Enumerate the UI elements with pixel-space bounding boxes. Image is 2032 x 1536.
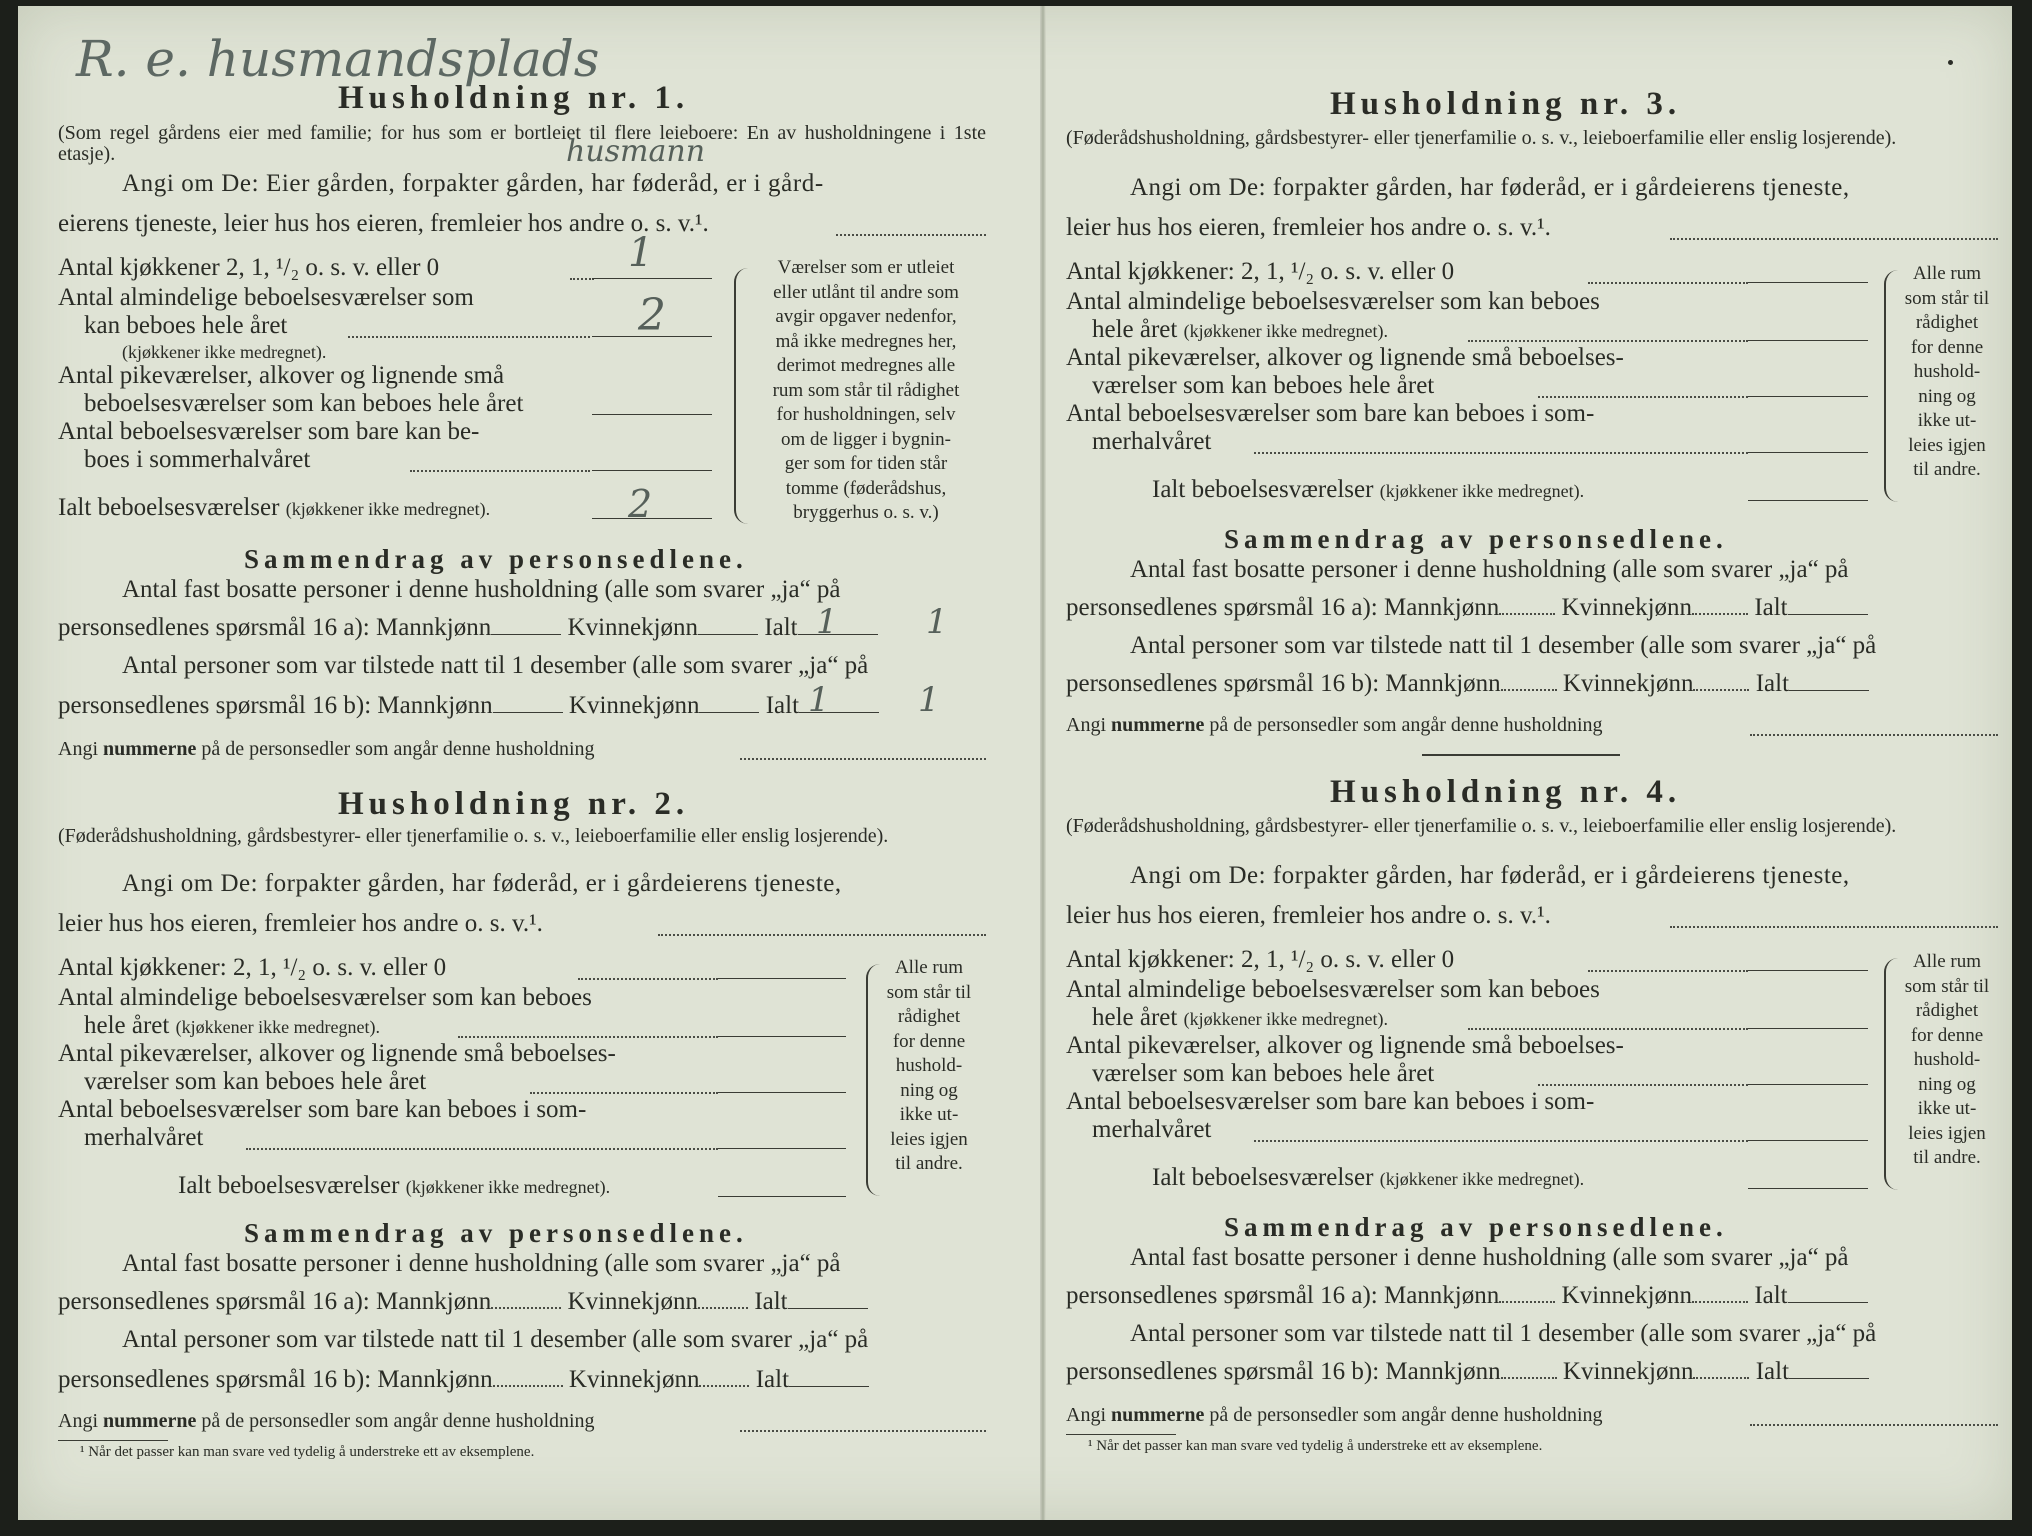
hh2-fast-line2: [58, 1288, 868, 1316]
hh2-sommer-line2: merhalvåret: [84, 1124, 204, 1151]
hh3-fast-mann-field[interactable]: [1499, 613, 1555, 615]
hh1-alm-dots: [348, 336, 590, 338]
hh3-tilstede-line2: [1066, 670, 1869, 698]
hh4-summary-title: Sammendrag av personsedlene.: [1224, 1212, 1728, 1242]
hh4-tilstede-ialt-field[interactable]: [1789, 1378, 1869, 1379]
hh2-fast-kvinne-label: Kvinnekjønn: [567, 1288, 699, 1315]
angi-bold: nummerne: [1111, 1404, 1205, 1426]
hh3-side-note: Alle rum som står til rådighet for denne hushold- ning og ikke ut- leies igjen til andre.: [1904, 263, 1990, 480]
hh3-tilstede-ialt-field[interactable]: [1789, 690, 1869, 691]
hh2-summary-title: Sammendrag av personsedlene.: [244, 1218, 748, 1248]
hh1-fast-mann-field[interactable]: [491, 634, 561, 635]
hh4-fast-ialt-field[interactable]: [1788, 1302, 1868, 1303]
hh4-tilstede-line2: [1066, 1358, 1869, 1386]
handwritten-hh1-16b-total: 1: [918, 680, 940, 720]
angi-pre: Angi: [58, 1410, 103, 1432]
hh4-kjokken-label: Antal kjøkkener: 2, 1, ¹/₂ o. s. v. eller 0: [1066, 946, 1455, 973]
hh3-kjokken-field[interactable]: [1748, 282, 1868, 283]
hh3-tilstede-kvinne-label: Kvinnekjønn: [1562, 670, 1694, 697]
angi-bold: nummerne: [1111, 714, 1205, 736]
hh4-alm-line1: Antal almindelige beboelsesværelser som kan beboes: [1066, 976, 1600, 1003]
hh4-kjokken-field[interactable]: [1748, 970, 1868, 971]
hh4-sommer-line1: Antal beboelsesværelser som bare kan beboes i som-: [1066, 1088, 1595, 1115]
angi-post: på de personsedler som angår denne husholdning: [1204, 1404, 1603, 1426]
hh3-fast-line1: Antal fast bosatte personer i denne husholdning (alle som svarer „ja“ på: [1130, 556, 1849, 583]
hh4-ialt-label: [1152, 1164, 1584, 1192]
hh1-tilstede-mann-label: personsedlenes spørsmål 16 b): Mannkjønn: [58, 692, 493, 719]
hh3-fast-line2: [1066, 594, 1868, 622]
hh1-fast-ialt-label: Ialt: [764, 614, 798, 641]
hh4-pike-dots: [1538, 1084, 1748, 1086]
hh3-sommer-line1: Antal beboelsesværelser som bare kan beboes i som-: [1066, 400, 1595, 427]
hh1-angi-fill[interactable]: [836, 234, 986, 236]
hh1-sommer-dots: [410, 470, 590, 472]
hh3-tilstede-mann-field[interactable]: [1501, 689, 1557, 691]
hh2-tilstede-mann-label: personsedlenes spørsmål 16 b): Mannkjønn: [58, 1366, 493, 1393]
hh4-pike-line1: Antal pikeværelser, alkover og lignende små beboelses-: [1066, 1032, 1624, 1059]
hh3-tilstede-kvinne-field[interactable]: [1693, 689, 1749, 691]
hh4-kjokken-dots: [1588, 970, 1748, 972]
hh4-fast-line2: [1066, 1282, 1868, 1310]
hh4-pike-line2: værelser som kan beboes hele året: [1092, 1060, 1435, 1087]
handwritten-hh1-rooms: 2: [638, 290, 666, 341]
hh3-pike-field[interactable]: [1748, 396, 1868, 397]
hh4-tilstede-mann-label: personsedlenes spørsmål 16 b): Mannkjønn: [1066, 1358, 1501, 1385]
hh1-sommer-line2: boes i sommerhalvåret: [84, 446, 311, 473]
hh1-fast-kvinne-field[interactable]: [698, 634, 758, 635]
hh2-alm-note: (kjøkkener ikke medregnet).: [175, 1017, 381, 1037]
hh4-tilstede-kvinne-field[interactable]: [1693, 1377, 1749, 1379]
angi-bold: nummerne: [103, 1410, 197, 1432]
handwritten-hh1-16a-total: 1: [926, 602, 948, 642]
hh2-alm-label: hele året: [84, 1012, 170, 1039]
hh1-intro: (Som regel gårdens eier med familie; for hus som er bortleiet til flere leieboere: En av husholdningene i 1ste etasje).: [58, 122, 986, 165]
hh2-alm-field[interactable]: [718, 1036, 846, 1037]
hh3-fast-kvinne-label: Kvinnekjønn: [1561, 594, 1693, 621]
hh3-intro: (Føderådshusholdning, gårdsbestyrer- eller tjenerfamilie o. s. v., leieboerfamilie eller enslig losjerende).: [1066, 127, 1897, 149]
handwritten-hh1-type: husmann: [566, 134, 706, 169]
hh1-ialt-main: Ialt beboelsesværelser: [58, 494, 280, 521]
hh3-alm-field[interactable]: [1748, 340, 1868, 341]
hh4-angi-fill[interactable]: [1670, 926, 1998, 928]
hh4-title: Husholdning nr. 4.: [1330, 774, 1682, 810]
hh3-pike-dots: [1538, 396, 1748, 398]
hh1-tilstede-line1: Antal personer som var tilstede natt til 1 desember (alle som svarer „ja“ på: [122, 652, 869, 679]
hh3-ialt-field[interactable]: [1748, 500, 1868, 501]
hh4-nummerne-field[interactable]: [1750, 1424, 1998, 1426]
hh3-alm-note: (kjøkkener ikke medregnet).: [1183, 321, 1389, 341]
hh4-tilstede-mann-field[interactable]: [1501, 1377, 1557, 1379]
hh2-sommer-dots: [246, 1148, 718, 1150]
hh2-pike-line1: Antal pikeværelser, alkover og lignende små beboelses-: [58, 1040, 616, 1067]
hh2-tilstede-kvinne-field[interactable]: [699, 1385, 749, 1387]
hh1-fast-kvinne-label: Kvinnekjønn: [567, 614, 699, 641]
footnote-left: ¹ Når det passer kan man svare ved tydelig å understreke ett av eksemplene.: [80, 1444, 535, 1460]
hh1-alm-line2: kan beboes hele året: [84, 312, 288, 339]
hh2-fast-mann-label: personsedlenes spørsmål 16 a): Mannkjønn: [58, 1288, 492, 1315]
hh4-ialt-field[interactable]: [1748, 1188, 1868, 1189]
hh3-alm-line1: Antal almindelige beboelsesværelser som kan beboes: [1066, 288, 1600, 315]
hh2-angi-line2: leier hus hos eieren, fremleier hos andre o. s. v.¹.: [58, 910, 543, 937]
hh3-ialt-main: Ialt beboelsesværelser: [1152, 476, 1374, 503]
hh4-fast-kvinne-field[interactable]: [1692, 1301, 1748, 1303]
hh2-ialt-note: (kjøkkener ikke medregnet).: [405, 1177, 611, 1197]
hh2-tilstede-mann-field[interactable]: [493, 1385, 563, 1387]
hh2-pike-line2: værelser som kan beboes hele året: [84, 1068, 427, 1095]
hh2-fast-mann-field[interactable]: [491, 1307, 561, 1309]
hh2-fast-ialt-label: Ialt: [754, 1288, 788, 1315]
hh4-fast-ialt-label: Ialt: [1754, 1282, 1788, 1309]
hh3-sommer-field[interactable]: [1748, 452, 1868, 453]
hh3-sommer-dots: [1254, 452, 1748, 454]
hh2-title: Husholdning nr. 2.: [338, 786, 690, 822]
footnote-rule: [58, 1440, 168, 1441]
hh4-pike-field[interactable]: [1748, 1084, 1868, 1085]
hh4-alm-label: hele året: [1092, 1004, 1178, 1031]
hh4-angi-line2: leier hus hos eieren, fremleier hos andre o. s. v.¹.: [1066, 902, 1551, 929]
hh1-side-note: Værelser som er utleiet eller utlånt til andre som avgir opgaver nedenfor, må ikke medregnes her, derimot medregnes alle rum som står til rådighet for husholdningen, selv om de ligger i bygnin- ger som for tiden står tomme (føderådshus, bryggerhus o. s. v.): [772, 257, 960, 523]
hh1-sommer-line1: Antal beboelsesværelser som bare kan be-: [58, 418, 480, 445]
hh1-ialt-label: [58, 494, 490, 522]
angi-post: på de personsedler som angår denne husholdning: [1204, 714, 1603, 736]
hh3-nummerne-field[interactable]: [1750, 734, 1998, 736]
hh3-kjokken-label: Antal kjøkkener: 2, 1, ¹/₂ o. s. v. eller 0: [1066, 258, 1455, 285]
hh2-tilstede-line1: Antal personer som var tilstede natt til 1 desember (alle som svarer „ja“ på: [122, 1326, 869, 1353]
hh3-summary-title: Sammendrag av personsedlene.: [1224, 524, 1728, 554]
hh2-fast-kvinne-field[interactable]: [698, 1307, 748, 1309]
hh3-angi-nummerne: [1066, 714, 1603, 737]
hh1-tilstede-line2: [58, 692, 879, 720]
hh4-alm-field[interactable]: [1748, 1028, 1868, 1029]
footnote-right: ¹ Når det passer kan man svare ved tydelig å understreke ett av eksemplene.: [1088, 1438, 1543, 1454]
hh2-sommer-line1: Antal beboelsesværelser som bare kan beboes i som-: [58, 1096, 587, 1123]
hh4-fast-mann-label: personsedlenes spørsmål 16 a): Mannkjønn: [1066, 1282, 1500, 1309]
hh1-tilstede-kvinne-field[interactable]: [699, 712, 759, 713]
page-fold: [1040, 6, 1046, 1520]
hh2-ialt-label: [178, 1172, 610, 1200]
hh3-alm-dots: [1468, 340, 1748, 342]
hh1-kjokken-label: Antal kjøkkener 2, 1, ¹/₂ o. s. v. eller 0: [58, 254, 440, 281]
hh4-alm-line2: [1092, 1004, 1388, 1032]
hh1-ialt-note: (kjøkkener ikke medregnet).: [285, 499, 491, 519]
hh3-title: Husholdning nr. 3.: [1330, 86, 1682, 122]
angi-post: på de personsedler som angår denne husholdning: [196, 738, 595, 760]
hh3-ialt-label: [1152, 476, 1584, 504]
handwritten-hh1-16a-women: 1: [816, 602, 838, 642]
hh1-sommer-field[interactable]: [592, 470, 712, 471]
hh4-sommer-dots: [1254, 1140, 1748, 1142]
hh2-pike-field[interactable]: [718, 1092, 846, 1093]
hh3-fast-mann-label: personsedlenes spørsmål 16 a): Mannkjønn: [1066, 594, 1500, 621]
angi-pre: Angi: [58, 738, 103, 760]
hh3-angi-fill[interactable]: [1670, 238, 1998, 240]
hh4-sommer-line2: merhalvåret: [1092, 1116, 1212, 1143]
hh3-angi-line1: Angi om De: forpakter gården, har føderåd, er i gårdeierens tjeneste,: [1130, 174, 1850, 201]
hh3-tilstede-line1: Antal personer som var tilstede natt til 1 desember (alle som svarer „ja“ på: [1130, 632, 1877, 659]
hh1-alm-note: (kjøkkener ikke medregnet).: [122, 342, 327, 362]
hh3-angi-line2: leier hus hos eieren, fremleier hos andre o. s. v.¹.: [1066, 214, 1551, 241]
angi-bold: nummerne: [103, 738, 197, 760]
hh2-tilstede-line2: [58, 1366, 869, 1394]
hh1-angi-nummerne: [58, 738, 595, 761]
hh3-fast-ialt-label: Ialt: [1754, 594, 1788, 621]
hh2-ialt-field[interactable]: [718, 1196, 846, 1197]
hh1-tilstede-ialt-label: Ialt: [765, 692, 800, 719]
hh4-tilstede-ialt-label: Ialt: [1755, 1358, 1790, 1385]
hh2-tilstede-kvinne-label: Kvinnekjønn: [568, 1366, 700, 1393]
hh4-fast-line1: Antal fast bosatte personer i denne husholdning (alle som svarer „ja“ på: [1130, 1244, 1849, 1271]
hh4-tilstede-kvinne-label: Kvinnekjønn: [1562, 1358, 1694, 1385]
hh3-kjokken-dots: [1588, 282, 1748, 284]
hh4-angi-nummerne: [1066, 1404, 1603, 1427]
hh1-fast-line2: [58, 614, 878, 642]
hh2-nummerne-field[interactable]: [740, 1430, 986, 1432]
hh2-alm-line1: Antal almindelige beboelsesværelser som kan beboes: [58, 984, 592, 1011]
hh2-fast-ialt-field[interactable]: [788, 1308, 868, 1309]
hh1-kjokken-field[interactable]: [592, 278, 712, 279]
hh4-sommer-field[interactable]: [1748, 1140, 1868, 1141]
hh1-kjokken-dots: [570, 278, 594, 280]
handwritten-hh1-kjokken: 1: [628, 230, 654, 276]
hh2-intro: (Føderådshusholdning, gårdsbestyrer- eller tjenerfamilie o. s. v., leieboerfamilie eller enslig losjerende).: [58, 825, 889, 847]
hh4-alm-note: (kjøkkener ikke medregnet).: [1183, 1009, 1389, 1029]
hh2-kjokken-field[interactable]: [718, 978, 846, 979]
hh1-angi-line2: eierens tjeneste, leier hus hos eieren, fremleier hos andre o. s. v.¹.: [58, 210, 709, 237]
handwritten-hh1-total-rooms: 2: [628, 482, 653, 526]
angi-pre: Angi: [1066, 1404, 1111, 1426]
hh2-alm-dots: [458, 1036, 718, 1038]
hh1-tilstede-kvinne-label: Kvinnekjønn: [568, 692, 700, 719]
hh2-angi-fill[interactable]: [658, 934, 986, 936]
hh3-fast-ialt-field[interactable]: [1788, 614, 1868, 615]
hh3-tilstede-mann-label: personsedlenes spørsmål 16 b): Mannkjønn: [1066, 670, 1501, 697]
hh1-pike-line1: Antal pikeværelser, alkover og lignende små: [58, 362, 505, 389]
hh1-nummerne-field[interactable]: [740, 758, 986, 760]
hh1-fast-ialt-field[interactable]: [798, 634, 878, 635]
hh1-title: Husholdning nr. 1.: [338, 80, 690, 116]
hh1-tilstede-mann-field[interactable]: [493, 712, 563, 713]
hh2-angi-line1: Angi om De: forpakter gården, har føderåd, er i gårdeierens tjeneste,: [122, 870, 842, 897]
handwritten-place-name: R. e. husmandsplads: [76, 30, 600, 88]
hh3-ialt-note: (kjøkkener ikke medregnet).: [1379, 481, 1585, 501]
hh3-pike-line1: Antal pikeværelser, alkover og lignende små beboelses-: [1066, 344, 1624, 371]
census-form-sheet: [18, 6, 2012, 1520]
hh1-summary-title: Sammendrag av personsedlene.: [244, 544, 748, 574]
hh2-alm-line2: [84, 1012, 380, 1040]
ink-dot: [1948, 60, 1953, 65]
hh2-kjokken-label: Antal kjøkkener: 2, 1, ¹/₂ o. s. v. eller 0: [58, 954, 447, 981]
angi-pre: Angi: [1066, 714, 1111, 736]
hh2-side-note: Alle rum som står til rådighet for denne hushold- ning og ikke ut- leies igjen til andre.: [886, 957, 972, 1174]
hh1-fast-line1: Antal fast bosatte personer i denne husholdning (alle som svarer „ja“ på: [122, 576, 841, 603]
hh4-alm-dots: [1468, 1028, 1748, 1030]
hh4-side-note: Alle rum som står til rådighet for denne hushold- ning og ikke ut- leies igjen til andre.: [1904, 951, 1990, 1168]
hh4-angi-line1: Angi om De: forpakter gården, har føderåd, er i gårdeierens tjeneste,: [1130, 862, 1850, 889]
hh4-intro: (Føderådshusholdning, gårdsbestyrer- eller tjenerfamilie o. s. v., leieboerfamilie eller enslig losjerende).: [1066, 815, 1897, 837]
hh4-ialt-main: Ialt beboelsesværelser: [1152, 1164, 1374, 1191]
hh1-pike-line2: beboelsesværelser som kan beboes hele året: [84, 390, 524, 417]
hh1-alm-line1: Antal almindelige beboelsesværelser som: [58, 284, 474, 311]
footnote-rule-right: [1066, 1434, 1176, 1435]
hh3-alm-line2: [1092, 316, 1388, 344]
hh3-fast-kvinne-field[interactable]: [1692, 613, 1748, 615]
hh4-fast-kvinne-label: Kvinnekjønn: [1561, 1282, 1693, 1309]
hh2-angi-nummerne: [58, 1410, 595, 1433]
hh2-fast-line1: Antal fast bosatte personer i denne husholdning (alle som svarer „ja“ på: [122, 1250, 841, 1277]
hh2-tilstede-ialt-label: Ialt: [755, 1366, 790, 1393]
hh2-tilstede-ialt-field[interactable]: [789, 1386, 869, 1387]
hh2-kjokken-dots: [578, 978, 718, 980]
hh2-ialt-main: Ialt beboelsesværelser: [178, 1172, 400, 1199]
hh1-pike-field[interactable]: [592, 414, 712, 415]
section-divider: [1422, 754, 1620, 756]
hh2-sommer-field[interactable]: [718, 1148, 846, 1149]
hh1-angi-line1: Angi om De: Eier gården, forpakter gården, har føderåd, er i gård-: [122, 170, 824, 197]
hh3-pike-line2: værelser som kan beboes hele året: [1092, 372, 1435, 399]
hh3-tilstede-ialt-label: Ialt: [1755, 670, 1790, 697]
hh1-fast-mann-label: personsedlenes spørsmål 16 a): Mannkjønn: [58, 614, 492, 641]
hh3-alm-label: hele året: [1092, 316, 1178, 343]
hh3-sommer-line2: merhalvåret: [1092, 428, 1212, 455]
hh4-fast-mann-field[interactable]: [1499, 1301, 1555, 1303]
hh4-ialt-note: (kjøkkener ikke medregnet).: [1379, 1169, 1585, 1189]
handwritten-hh1-16b-women: 1: [808, 680, 830, 720]
hh2-pike-dots: [530, 1092, 718, 1094]
hh4-tilstede-line1: Antal personer som var tilstede natt til 1 desember (alle som svarer „ja“ på: [1130, 1320, 1877, 1347]
angi-post: på de personsedler som angår denne husholdning: [196, 1410, 595, 1432]
